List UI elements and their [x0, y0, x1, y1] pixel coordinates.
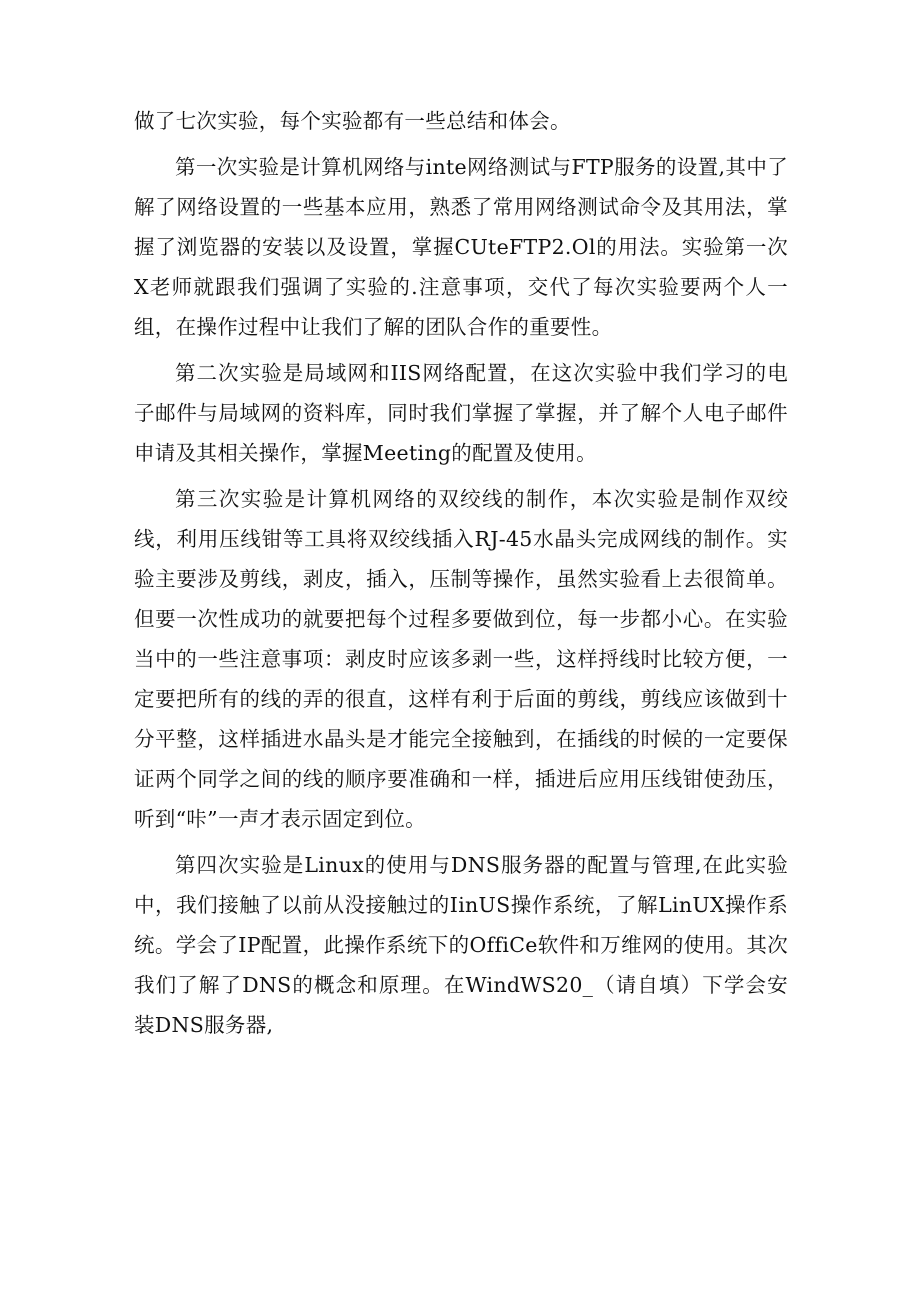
paragraph-experiment-2: 第二次实验是局域网和IIS网络配置，在这次实验中我们学习的电子邮件与局域网的资料库，同时我们掌握了掌握，并了解个人电子邮件申请及其相关操作，掌握Meeting的配置及使用。 — [134, 361, 788, 465]
paragraph-intro: 做了七次实验，每个实验都有一些总结和体会。 — [134, 109, 571, 133]
paragraph-experiment-3: 第三次实验是计算机网络的双绞线的制作，本次实验是制作双绞线，利用压线钳等工具将双绞线插入RJ-45水晶头完成网线的制作。实验主要涉及剪线，剥皮，插入，压制等操作，虽然实验看上去很简单。但要一次性成功的就要把每个过程多要做到位，每一步都小心。在实验当中的一些注意事项：剥皮时应该多剥一些，这样捋线时比较方便，一定要把所有的线的弄的很直，这样有利于后面的剪线，剪线应该做到十分平整，这样插进水晶头是才能完全接触到，在插线的时候的一定要保证两个同学之间的线的顺序要准确和一样，插进后应用压线钳使劲压，听到“咔”一声才表示固定到位。 — [134, 487, 788, 831]
paragraph-experiment-4: 第四次实验是Linux的使用与DNS服务器的配置与管理,在此实验中，我们接触了以前从没接触过的IinUS操作系统，了解LinUX操作系统。学会了IP配置，此操作系统下的OffiCe软件和万维网的使用。其次我们了解了DNS的概念和原理。在WindWS20_（请自填）下学会安装DNS服务器, — [134, 853, 788, 1037]
paragraph-experiment-1: 第一次实验是计算机网络与inte网络测试与FTP服务的设置,其中了解了网络设置的一些基本应用，熟悉了常用网络测试命令及其用法，掌握了浏览器的安装以及设置，掌握CUteFTP2.Ol的用法。实验第一次X老师就跟我们强调了实验的.注意事项，交代了每次实验要两个人一组，在操作过程中让我们了解的团队合作的重要性。 — [134, 155, 788, 339]
